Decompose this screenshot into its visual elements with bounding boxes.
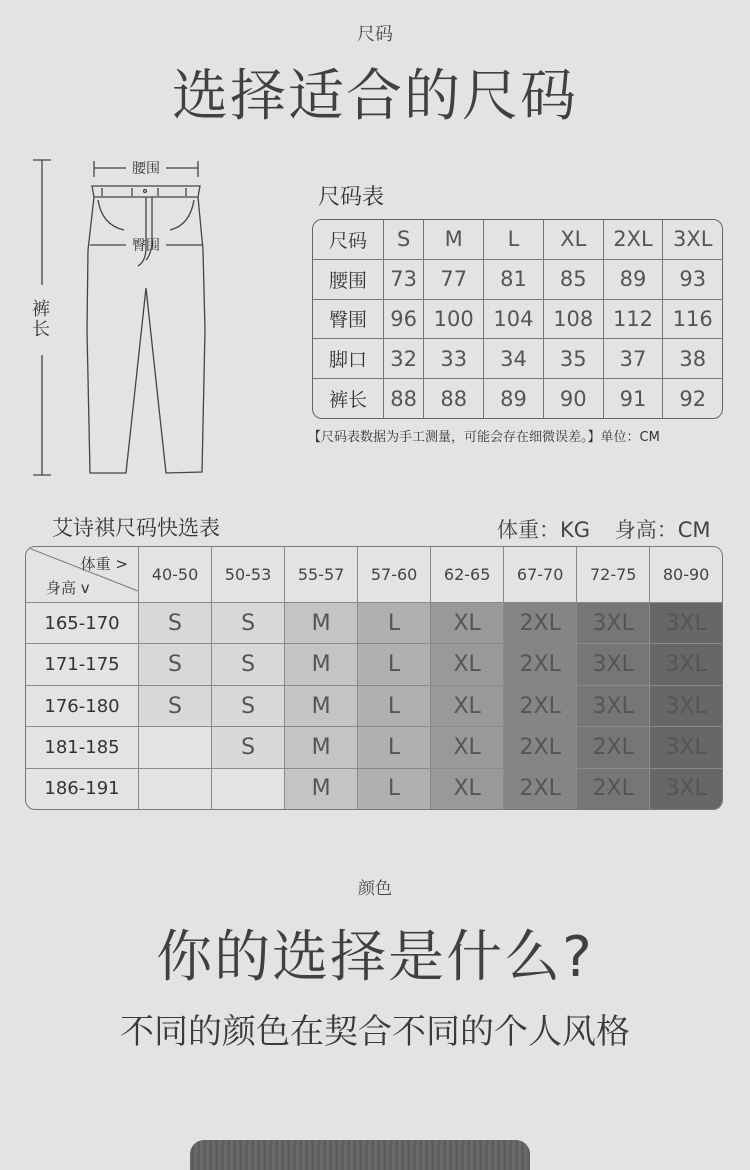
- corner-height-label: 身高 v: [46, 579, 90, 597]
- hip-label: 臀围: [132, 238, 160, 254]
- size-recommendation-cell: S: [212, 603, 285, 644]
- size-value-cell: 89: [484, 379, 544, 418]
- size-recommendation-cell: 3XL: [577, 644, 650, 685]
- height-row-label: 171-175: [26, 644, 139, 685]
- size-value-cell: 89: [603, 259, 663, 299]
- size-value-cell: 93: [663, 259, 722, 299]
- size-header-label: 尺码: [313, 220, 384, 259]
- height-row-label: 181-185: [26, 727, 139, 768]
- size-recommendation-cell: L: [358, 644, 431, 685]
- size-header-cell: L: [484, 220, 544, 259]
- size-recommendation-cell: 2XL: [504, 727, 577, 768]
- size-table-note: 【尺码表数据为手工测量，可能会存在细微误差。】单位：CM: [308, 430, 660, 445]
- size-recommendation-cell: XL: [431, 727, 504, 768]
- size-recommendation-cell: XL: [431, 768, 504, 809]
- size-recommendation-cell: S: [212, 727, 285, 768]
- size-recommendation-cell: [212, 768, 285, 809]
- size-recommendation-cell: M: [285, 644, 358, 685]
- size-recommendation-cell: M: [285, 768, 358, 809]
- size-value-cell: 96: [384, 299, 424, 339]
- size-value-cell: 104: [484, 299, 544, 339]
- size-recommendation-cell: S: [212, 685, 285, 726]
- size-table-grid: [313, 220, 722, 418]
- size-value-cell: 85: [543, 259, 603, 299]
- size-value-cell: 112: [603, 299, 663, 339]
- weight-column-header: 67-70: [504, 547, 577, 603]
- quick-table-units: 体重：KG 身高：CM: [497, 518, 711, 542]
- size-table-row: [313, 339, 722, 379]
- size-recommendation-cell: 2XL: [504, 644, 577, 685]
- quick-select-table: [25, 546, 723, 810]
- height-row-label: 186-191: [26, 768, 139, 809]
- weight-column-header: 57-60: [358, 547, 431, 603]
- size-recommendation-cell: XL: [431, 644, 504, 685]
- size-recommendation-cell: [139, 727, 212, 768]
- corner-weight-label: 体重 >: [80, 555, 128, 573]
- size-recommendation-cell: 3XL: [650, 768, 722, 809]
- size-value-cell: 32: [384, 339, 424, 379]
- weight-column-header: 62-65: [431, 547, 504, 603]
- size-table-header-row: [313, 220, 722, 259]
- size-row-label: 臀围: [313, 299, 384, 339]
- quick-table-header-row: [26, 547, 722, 603]
- height-row-label: 176-180: [26, 685, 139, 726]
- quick-table-row: [26, 603, 722, 644]
- size-value-cell: 34: [484, 339, 544, 379]
- quick-table-row: [26, 685, 722, 726]
- size-recommendation-cell: L: [358, 603, 431, 644]
- size-recommendation-cell: S: [212, 644, 285, 685]
- size-value-cell: 88: [384, 379, 424, 418]
- size-recommendation-cell: 3XL: [650, 644, 722, 685]
- size-recommendation-cell: 3XL: [650, 603, 722, 644]
- size-value-cell: 37: [603, 339, 663, 379]
- size-table-row: [313, 379, 722, 418]
- length-label-text: 裤长: [32, 299, 50, 340]
- size-table-title: 尺码表: [318, 185, 385, 210]
- size-value-cell: 116: [663, 299, 722, 339]
- height-row-label: 165-170: [26, 603, 139, 644]
- size-value-cell: 73: [384, 259, 424, 299]
- quick-table-grid: [26, 547, 722, 809]
- size-recommendation-cell: 2XL: [577, 727, 650, 768]
- size-recommendation-cell: L: [358, 768, 431, 809]
- size-value-cell: 91: [603, 379, 663, 418]
- size-value-cell: 92: [663, 379, 722, 418]
- size-value-cell: 90: [543, 379, 603, 418]
- size-recommendation-cell: [139, 768, 212, 809]
- size-table: [312, 219, 723, 419]
- size-value-cell: 35: [543, 339, 603, 379]
- size-recommendation-cell: 2XL: [577, 768, 650, 809]
- size-recommendation-cell: 3XL: [650, 727, 722, 768]
- size-recommendation-cell: S: [139, 603, 212, 644]
- page-title: 选择适合的尺码: [172, 64, 578, 129]
- section-small-title: 尺码: [357, 24, 393, 45]
- size-recommendation-cell: S: [139, 685, 212, 726]
- size-recommendation-cell: M: [285, 603, 358, 644]
- size-recommendation-cell: 2XL: [504, 603, 577, 644]
- size-recommendation-cell: S: [139, 644, 212, 685]
- size-header-cell: M: [424, 220, 484, 259]
- size-header-cell: 2XL: [603, 220, 663, 259]
- product-photo-waistband: [190, 1140, 530, 1170]
- quick-table-row: [26, 768, 722, 809]
- quick-table-row: [26, 727, 722, 768]
- weight-column-header: 72-75: [577, 547, 650, 603]
- size-header-cell: XL: [543, 220, 603, 259]
- size-row-label: 脚口: [313, 339, 384, 379]
- size-value-cell: 88: [424, 379, 484, 418]
- weight-column-header: 55-57: [285, 547, 358, 603]
- size-recommendation-cell: M: [285, 685, 358, 726]
- size-recommendation-cell: L: [358, 727, 431, 768]
- size-table-row: [313, 299, 722, 339]
- size-value-cell: 100: [424, 299, 484, 339]
- size-header-cell: 3XL: [663, 220, 722, 259]
- size-row-label: 腰围: [313, 259, 384, 299]
- size-recommendation-cell: M: [285, 727, 358, 768]
- color-subtitle: 不同的颜色在契合不同的个人风格: [120, 1012, 630, 1052]
- size-value-cell: 77: [424, 259, 484, 299]
- pants-measurement-illustration: [28, 150, 218, 480]
- size-row-label: 裤长: [313, 379, 384, 418]
- size-value-cell: 81: [484, 259, 544, 299]
- size-recommendation-cell: 3XL: [577, 603, 650, 644]
- size-recommendation-cell: 2XL: [504, 685, 577, 726]
- waist-label: 腰围: [132, 161, 160, 177]
- size-recommendation-cell: XL: [431, 685, 504, 726]
- size-recommendation-cell: 3XL: [577, 685, 650, 726]
- size-value-cell: 33: [424, 339, 484, 379]
- length-label: [30, 300, 52, 340]
- size-recommendation-cell: XL: [431, 603, 504, 644]
- size-recommendation-cell: 3XL: [650, 685, 722, 726]
- weight-column-header: 40-50: [139, 547, 212, 603]
- weight-column-header: 80-90: [650, 547, 722, 603]
- size-value-cell: 38: [663, 339, 722, 379]
- color-headline: 你的选择是什么?: [156, 925, 594, 990]
- quick-table-title: 艾诗祺尺码快选表: [52, 516, 220, 540]
- size-recommendation-cell: 2XL: [504, 768, 577, 809]
- quick-table-row: [26, 644, 722, 685]
- weight-column-header: 50-53: [212, 547, 285, 603]
- color-section-title: 颜色: [358, 879, 392, 899]
- size-table-row: [313, 259, 722, 299]
- size-recommendation-cell: L: [358, 685, 431, 726]
- size-value-cell: 108: [543, 299, 603, 339]
- size-header-cell: S: [384, 220, 424, 259]
- quick-table-corner: [26, 547, 139, 603]
